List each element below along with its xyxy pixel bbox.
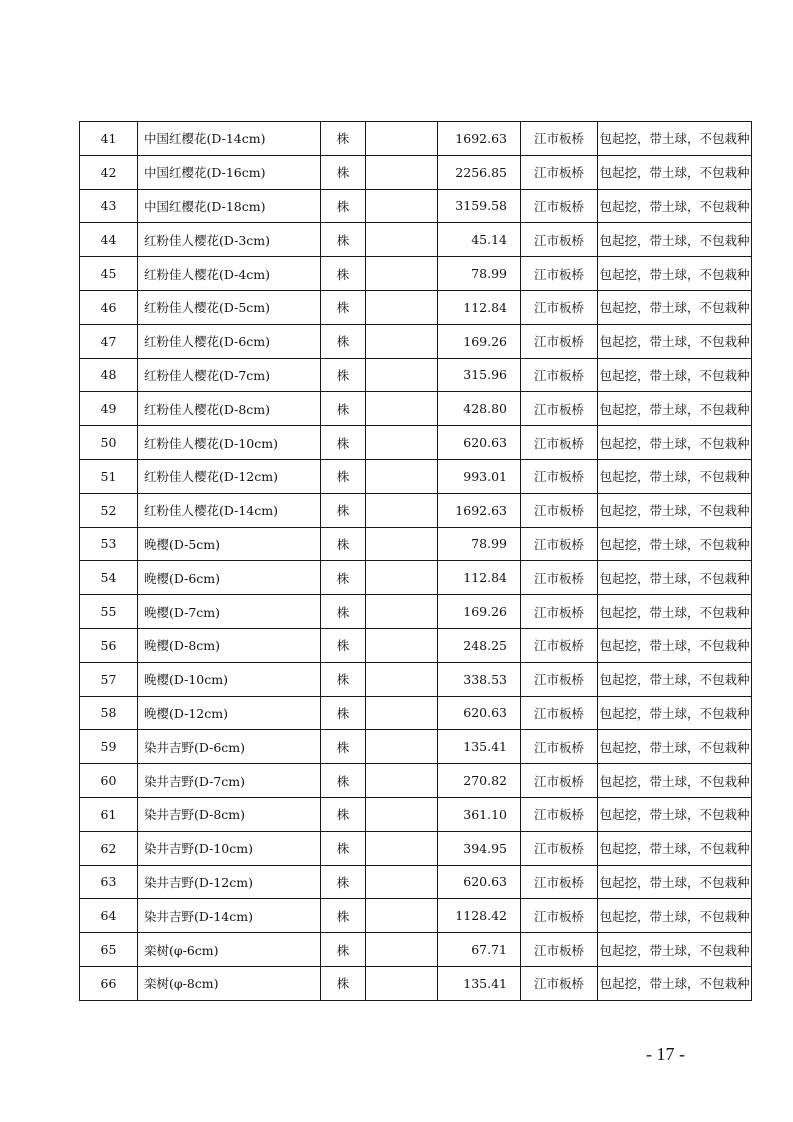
row-number: 55 xyxy=(80,595,138,629)
remark: 包起挖，带土球，不包栽种 xyxy=(598,662,752,696)
origin: 江市板桥 xyxy=(521,595,598,629)
remark: 包起挖，带土球，不包栽种 xyxy=(598,155,752,189)
unit-price: 135.41 xyxy=(438,966,521,1000)
origin: 江市板桥 xyxy=(521,189,598,223)
item-name: 晚樱(D-12cm) xyxy=(138,696,321,730)
item-name: 晚樱(D-6cm) xyxy=(138,561,321,595)
row-number: 58 xyxy=(80,696,138,730)
remark: 包起挖，带土球，不包栽种 xyxy=(598,696,752,730)
remark: 包起挖，带土球，不包栽种 xyxy=(598,358,752,392)
unit: 株 xyxy=(321,899,366,933)
remark: 包起挖，带土球，不包栽种 xyxy=(598,324,752,358)
table-row xyxy=(80,527,752,561)
unit: 株 xyxy=(321,797,366,831)
unit: 株 xyxy=(321,831,366,865)
origin: 江市板桥 xyxy=(521,223,598,257)
unit: 株 xyxy=(321,662,366,696)
origin: 江市板桥 xyxy=(521,831,598,865)
remark: 包起挖，带土球，不包栽种 xyxy=(598,392,752,426)
unit-price: 169.26 xyxy=(438,324,521,358)
item-name: 红粉佳人樱花(D-4cm) xyxy=(138,257,321,291)
table-row xyxy=(80,797,752,831)
origin: 江市板桥 xyxy=(521,865,598,899)
unit: 株 xyxy=(321,696,366,730)
table-row xyxy=(80,628,752,662)
row-number: 63 xyxy=(80,865,138,899)
table-row xyxy=(80,324,752,358)
blank-cell xyxy=(366,696,438,730)
blank-cell xyxy=(366,527,438,561)
unit-price: 67.71 xyxy=(438,933,521,967)
unit-price: 112.84 xyxy=(438,561,521,595)
row-number: 64 xyxy=(80,899,138,933)
blank-cell xyxy=(366,831,438,865)
blank-cell xyxy=(366,223,438,257)
remark: 包起挖，带土球，不包栽种 xyxy=(598,257,752,291)
remark: 包起挖，带土球，不包栽种 xyxy=(598,628,752,662)
item-name: 红粉佳人樱花(D-14cm) xyxy=(138,493,321,527)
unit: 株 xyxy=(321,459,366,493)
unit: 株 xyxy=(321,189,366,223)
unit-price: 394.95 xyxy=(438,831,521,865)
table-row xyxy=(80,358,752,392)
item-name: 中国红樱花(D-18cm) xyxy=(138,189,321,223)
table-row xyxy=(80,831,752,865)
item-name: 染井吉野(D-14cm) xyxy=(138,899,321,933)
origin: 江市板桥 xyxy=(521,933,598,967)
table-row xyxy=(80,865,752,899)
table-row xyxy=(80,392,752,426)
item-name: 染井吉野(D-8cm) xyxy=(138,797,321,831)
origin: 江市板桥 xyxy=(521,155,598,189)
unit: 株 xyxy=(321,223,366,257)
origin: 江市板桥 xyxy=(521,392,598,426)
blank-cell xyxy=(366,865,438,899)
unit: 株 xyxy=(321,122,366,156)
row-number: 43 xyxy=(80,189,138,223)
row-number: 66 xyxy=(80,966,138,1000)
unit-price: 620.63 xyxy=(438,696,521,730)
row-number: 53 xyxy=(80,527,138,561)
item-name: 红粉佳人樱花(D-6cm) xyxy=(138,324,321,358)
unit-price: 169.26 xyxy=(438,595,521,629)
remark: 包起挖，带土球，不包栽种 xyxy=(598,122,752,156)
remark: 包起挖，带土球，不包栽种 xyxy=(598,290,752,324)
table-row xyxy=(80,933,752,967)
unit: 株 xyxy=(321,257,366,291)
row-number: 62 xyxy=(80,831,138,865)
unit: 株 xyxy=(321,290,366,324)
blank-cell xyxy=(366,595,438,629)
row-number: 49 xyxy=(80,392,138,426)
row-number: 51 xyxy=(80,459,138,493)
origin: 江市板桥 xyxy=(521,459,598,493)
page-number: - 17 - xyxy=(646,1044,685,1064)
item-name: 晚樱(D-5cm) xyxy=(138,527,321,561)
remark: 包起挖，带土球，不包栽种 xyxy=(598,426,752,460)
origin: 江市板桥 xyxy=(521,257,598,291)
row-number: 61 xyxy=(80,797,138,831)
unit-price: 135.41 xyxy=(438,730,521,764)
unit: 株 xyxy=(321,966,366,1000)
item-name: 染井吉野(D-7cm) xyxy=(138,764,321,798)
table-row xyxy=(80,189,752,223)
origin: 江市板桥 xyxy=(521,122,598,156)
unit-price: 3159.58 xyxy=(438,189,521,223)
item-name: 红粉佳人樱花(D-7cm) xyxy=(138,358,321,392)
blank-cell xyxy=(366,628,438,662)
item-name: 红粉佳人樱花(D-3cm) xyxy=(138,223,321,257)
unit: 株 xyxy=(321,324,366,358)
remark: 包起挖，带土球，不包栽种 xyxy=(598,595,752,629)
origin: 江市板桥 xyxy=(521,628,598,662)
unit: 株 xyxy=(321,493,366,527)
origin: 江市板桥 xyxy=(521,899,598,933)
unit: 株 xyxy=(321,865,366,899)
remark: 包起挖，带土球，不包栽种 xyxy=(598,561,752,595)
unit-price: 78.99 xyxy=(438,527,521,561)
table-row xyxy=(80,459,752,493)
blank-cell xyxy=(366,257,438,291)
blank-cell xyxy=(366,155,438,189)
blank-cell xyxy=(366,899,438,933)
blank-cell xyxy=(366,290,438,324)
table-row xyxy=(80,595,752,629)
row-number: 57 xyxy=(80,662,138,696)
remark: 包起挖，带土球，不包栽种 xyxy=(598,865,752,899)
unit-price: 1128.42 xyxy=(438,899,521,933)
unit-price: 2256.85 xyxy=(438,155,521,189)
unit-price: 361.10 xyxy=(438,797,521,831)
unit: 株 xyxy=(321,561,366,595)
table-row xyxy=(80,223,752,257)
remark: 包起挖，带土球，不包栽种 xyxy=(598,933,752,967)
blank-cell xyxy=(366,493,438,527)
unit: 株 xyxy=(321,392,366,426)
table-row xyxy=(80,257,752,291)
blank-cell xyxy=(366,459,438,493)
remark: 包起挖，带土球，不包栽种 xyxy=(598,730,752,764)
item-name: 染井吉野(D-10cm) xyxy=(138,831,321,865)
table-row xyxy=(80,696,752,730)
origin: 江市板桥 xyxy=(521,966,598,1000)
origin: 江市板桥 xyxy=(521,426,598,460)
blank-cell xyxy=(366,561,438,595)
blank-cell xyxy=(366,122,438,156)
item-name: 染井吉野(D-6cm) xyxy=(138,730,321,764)
unit: 株 xyxy=(321,155,366,189)
origin: 江市板桥 xyxy=(521,324,598,358)
remark: 包起挖，带土球，不包栽种 xyxy=(598,189,752,223)
origin: 江市板桥 xyxy=(521,290,598,324)
table-row xyxy=(80,730,752,764)
blank-cell xyxy=(366,662,438,696)
unit-price: 270.82 xyxy=(438,764,521,798)
unit-price: 78.99 xyxy=(438,257,521,291)
unit-price: 620.63 xyxy=(438,426,521,460)
table-row xyxy=(80,966,752,1000)
row-number: 48 xyxy=(80,358,138,392)
item-name: 中国红樱花(D-16cm) xyxy=(138,155,321,189)
row-number: 46 xyxy=(80,290,138,324)
blank-cell xyxy=(366,730,438,764)
unit-price: 338.53 xyxy=(438,662,521,696)
blank-cell xyxy=(366,764,438,798)
item-name: 红粉佳人樱花(D-8cm) xyxy=(138,392,321,426)
unit: 株 xyxy=(321,426,366,460)
row-number: 45 xyxy=(80,257,138,291)
row-number: 54 xyxy=(80,561,138,595)
unit-price: 45.14 xyxy=(438,223,521,257)
origin: 江市板桥 xyxy=(521,764,598,798)
row-number: 44 xyxy=(80,223,138,257)
blank-cell xyxy=(366,933,438,967)
origin: 江市板桥 xyxy=(521,561,598,595)
row-number: 52 xyxy=(80,493,138,527)
table-row xyxy=(80,155,752,189)
row-number: 50 xyxy=(80,426,138,460)
blank-cell xyxy=(366,966,438,1000)
origin: 江市板桥 xyxy=(521,730,598,764)
unit: 株 xyxy=(321,358,366,392)
unit: 株 xyxy=(321,527,366,561)
unit: 株 xyxy=(321,628,366,662)
blank-cell xyxy=(366,392,438,426)
item-name: 栾树(φ-6cm) xyxy=(138,933,321,967)
table-row xyxy=(80,899,752,933)
table-row xyxy=(80,662,752,696)
origin: 江市板桥 xyxy=(521,358,598,392)
item-name: 红粉佳人樱花(D-12cm) xyxy=(138,459,321,493)
unit-price: 1692.63 xyxy=(438,122,521,156)
item-name: 染井吉野(D-12cm) xyxy=(138,865,321,899)
item-name: 红粉佳人樱花(D-5cm) xyxy=(138,290,321,324)
table-row xyxy=(80,122,752,156)
remark: 包起挖，带土球，不包栽种 xyxy=(598,797,752,831)
origin: 江市板桥 xyxy=(521,696,598,730)
origin: 江市板桥 xyxy=(521,493,598,527)
table-row xyxy=(80,290,752,324)
row-number: 60 xyxy=(80,764,138,798)
remark: 包起挖，带土球，不包栽种 xyxy=(598,493,752,527)
row-number: 56 xyxy=(80,628,138,662)
remark: 包起挖，带土球，不包栽种 xyxy=(598,459,752,493)
unit-price: 1692.63 xyxy=(438,493,521,527)
unit-price: 620.63 xyxy=(438,865,521,899)
origin: 江市板桥 xyxy=(521,662,598,696)
table-row xyxy=(80,426,752,460)
remark: 包起挖，带土球，不包栽种 xyxy=(598,831,752,865)
row-number: 41 xyxy=(80,122,138,156)
unit-price: 248.25 xyxy=(438,628,521,662)
table-row xyxy=(80,493,752,527)
item-name: 晚樱(D-8cm) xyxy=(138,628,321,662)
remark: 包起挖，带土球，不包栽种 xyxy=(598,223,752,257)
blank-cell xyxy=(366,324,438,358)
item-name: 晚樱(D-10cm) xyxy=(138,662,321,696)
unit: 株 xyxy=(321,764,366,798)
origin: 江市板桥 xyxy=(521,797,598,831)
table-row xyxy=(80,764,752,798)
table-row xyxy=(80,561,752,595)
row-number: 42 xyxy=(80,155,138,189)
row-number: 65 xyxy=(80,933,138,967)
unit-price: 112.84 xyxy=(438,290,521,324)
unit-price: 315.96 xyxy=(438,358,521,392)
price-table xyxy=(79,121,752,1001)
unit: 株 xyxy=(321,595,366,629)
origin: 江市板桥 xyxy=(521,527,598,561)
remark: 包起挖，带土球，不包栽种 xyxy=(598,527,752,561)
blank-cell xyxy=(366,426,438,460)
item-name: 栾树(φ-8cm) xyxy=(138,966,321,1000)
row-number: 47 xyxy=(80,324,138,358)
unit-price: 428.80 xyxy=(438,392,521,426)
unit: 株 xyxy=(321,730,366,764)
item-name: 晚樱(D-7cm) xyxy=(138,595,321,629)
blank-cell xyxy=(366,189,438,223)
unit: 株 xyxy=(321,933,366,967)
row-number: 59 xyxy=(80,730,138,764)
unit-price: 993.01 xyxy=(438,459,521,493)
table-body xyxy=(80,122,752,1001)
blank-cell xyxy=(366,797,438,831)
item-name: 中国红樱花(D-14cm) xyxy=(138,122,321,156)
item-name: 红粉佳人樱花(D-10cm) xyxy=(138,426,321,460)
blank-cell xyxy=(366,358,438,392)
remark: 包起挖，带土球，不包栽种 xyxy=(598,899,752,933)
remark: 包起挖，带土球，不包栽种 xyxy=(598,966,752,1000)
remark: 包起挖，带土球，不包栽种 xyxy=(598,764,752,798)
